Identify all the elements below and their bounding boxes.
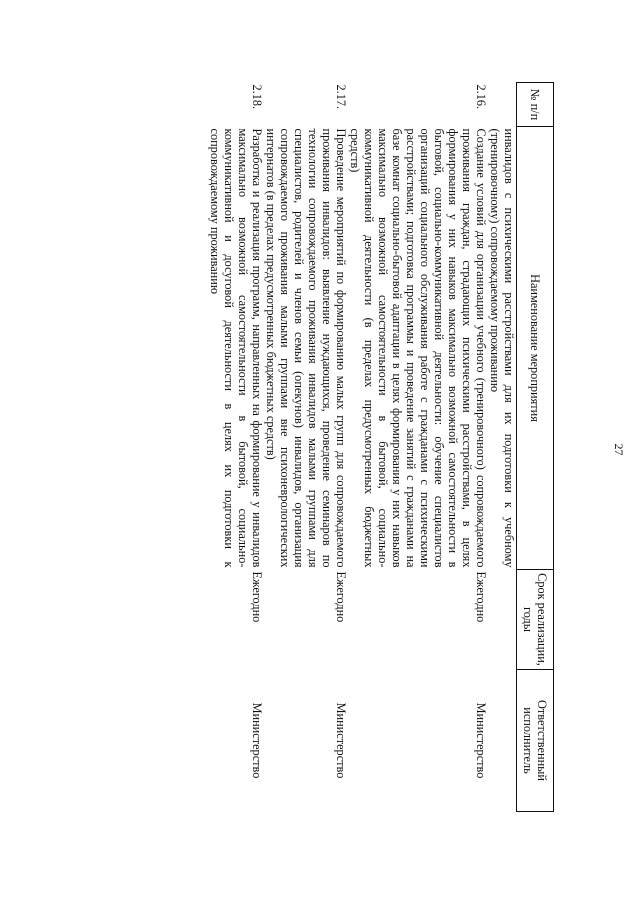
- table-row: [264, 83, 348, 812]
- cell-name: Разработка и реализация программ, направленных на формирование у инвалидов максимально возможной самостоятельности в бытовой, социально-коммуникативной и досуговой деятельности в целях их подготовки к сопровождаемому проживанию: [208, 128, 264, 568]
- table-header: [517, 83, 554, 812]
- cell-term: [488, 570, 517, 670]
- cell-name: инвалидов с психическими расстройствами для их подготовки к учебному (тренировочному) сопровождаемому проживанию: [488, 128, 516, 568]
- cell-num: 2.16.: [474, 84, 488, 110]
- measures-table: [208, 82, 554, 812]
- header-name: Наименование мероприятия: [517, 127, 554, 570]
- cell-name: Проведение мероприятий по формированию малых групп для сопровождаемого проживания инвалидов: выявление нуждающихся, проведение семинаров по технологии сопровождаемого проживания инвалидов малыми группами для специалистов, родителей и членов семьи (опекунов) инвалидов, организация сопровождаемого проживания малыми группами вне психоневрологических интернатов (в пределах предусмотренных бюджетных средств): [264, 128, 348, 568]
- cell-executor: [488, 670, 517, 812]
- header-term: Срок реализации, годы: [517, 570, 554, 670]
- header-executor: Ответственный исполнитель: [517, 670, 554, 812]
- cell-term: Ежегодно: [250, 571, 264, 623]
- cell-executor: Министерство: [474, 702, 488, 779]
- cell-executor: Министерство: [250, 702, 264, 779]
- cell-term: Ежегодно: [334, 571, 348, 623]
- table-row: [348, 83, 488, 812]
- cell-num: 2.17.: [334, 84, 348, 110]
- cell-num: [488, 83, 517, 127]
- cell-term: Ежегодно: [474, 571, 488, 623]
- table-row: [208, 83, 264, 812]
- cell-name: Создание условий для организации учебного (тренировочного) сопровождаемого проживания граждан, страдающих психическими расстройствами, в целях формирования у них навыков максимально возможной самостоятельности в бытовой, социально-коммуникативной деятельности: обучение специалистов организаций социального обслуживания работе с гражданами с психическими расстройствами; подготовка программы и проведение занятий с гражданами на базе комнат социально-бытовой адаптации в целях формирования у них навыков максимально возможной самостоятельности в бытовой, социально-коммуникативной деятельности (в пределах предусмотренных бюджетных средств): [348, 128, 488, 568]
- cell-num: 2.18.: [250, 84, 264, 110]
- table-header-row: [517, 83, 554, 812]
- header-num: № п/п: [517, 83, 554, 127]
- page-number: 27: [612, 443, 626, 456]
- table-row-continuation: [488, 83, 517, 812]
- cell-executor: Министерство: [334, 702, 348, 779]
